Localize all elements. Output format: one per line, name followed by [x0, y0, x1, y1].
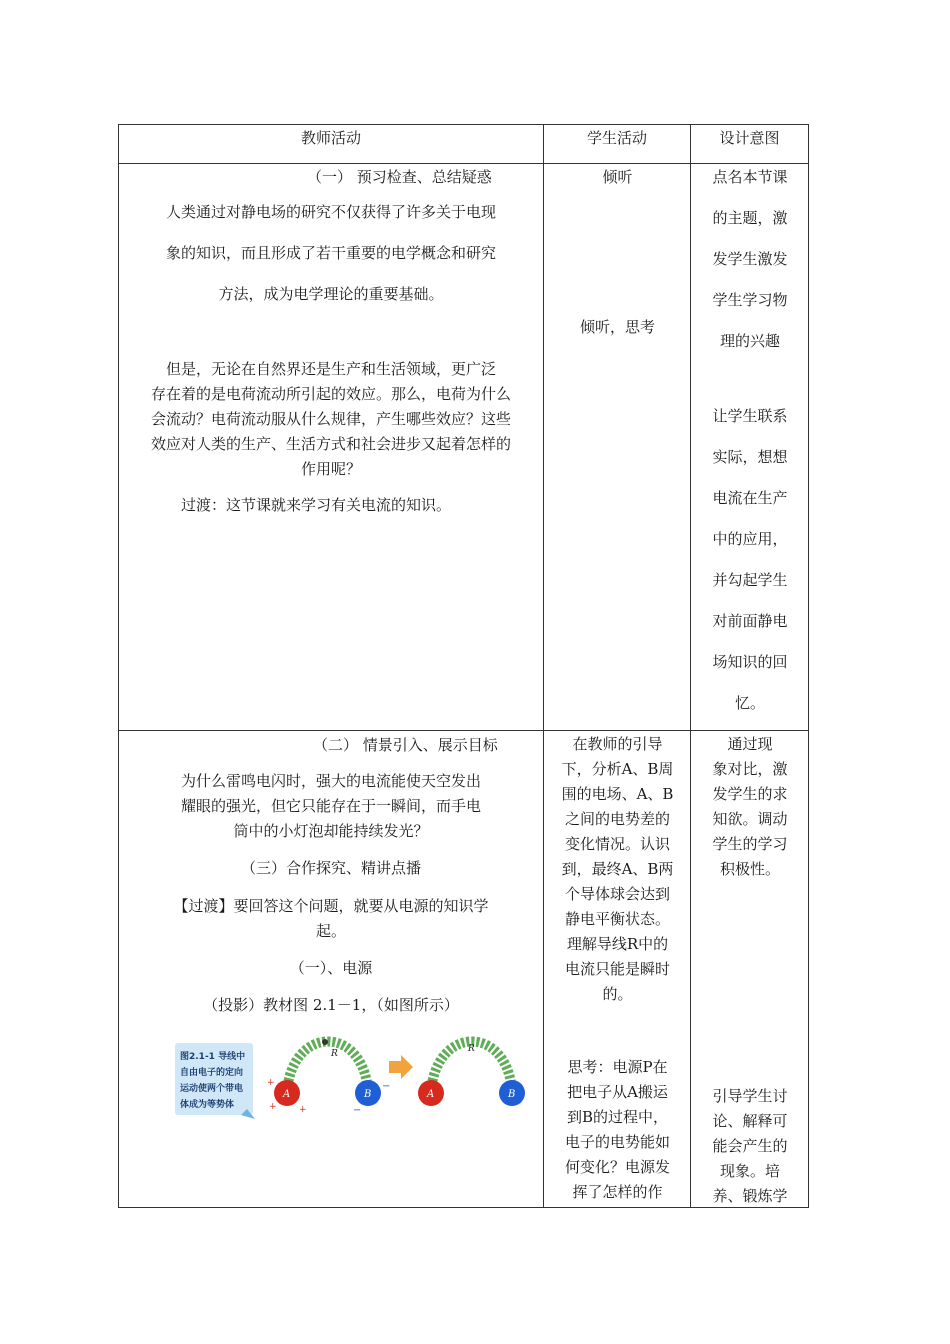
question-line: 但是，无论在自然界还是生产和生活领域，更广泛 — [165, 360, 496, 378]
student-line: 个导体球会达到 — [564, 885, 670, 903]
student-listen: 倾听 — [602, 168, 633, 186]
design-line: 学生的学习 — [712, 835, 788, 853]
wire-arc-before — [287, 1042, 368, 1092]
design-line: 并勾起学生 — [712, 571, 788, 589]
design-intent-c — [691, 732, 809, 882]
student-line: 挥了怎样的作 — [572, 1183, 663, 1201]
minus-charge-icon: − — [353, 1105, 362, 1116]
design-line: 能会产生的 — [712, 1137, 788, 1155]
transition-line: 【过渡】要回答这个问题，就要从电源的知识学 — [173, 897, 489, 915]
wire-label-r: R — [331, 1049, 338, 1059]
row1-teacher-cell — [119, 164, 544, 731]
question-line: 筒中的小灯泡却能持续发光？ — [233, 822, 429, 840]
student-analysis — [544, 732, 691, 1007]
design-line: 养、锻炼学 — [712, 1187, 788, 1205]
design-line: 论、解释可 — [712, 1112, 788, 1130]
plus-charge-icon: + — [269, 1102, 277, 1112]
intro-paragraph — [124, 192, 538, 315]
design-line: 点名本节课 — [712, 168, 788, 186]
design-line: 电流在生产 — [712, 489, 788, 507]
question-line: 为什么雷鸣电闪时，强大的电流能使天空发出 — [180, 772, 481, 790]
sphere-b-label: B — [508, 1089, 516, 1100]
student-line: 下，分析A、B周 — [561, 760, 674, 778]
transition-line: 起。 — [315, 922, 346, 940]
design-intent-a — [691, 157, 809, 362]
caption-line: 运动使两个带电 — [180, 1084, 244, 1094]
question-line: 效应对人类的生产、生活方式和社会进步又起着怎样的 — [150, 435, 511, 453]
design-line: 对前面静电 — [712, 612, 788, 630]
plus-charge-icon: + — [299, 1105, 307, 1115]
sphere-a-label: A — [427, 1089, 435, 1100]
section-title-1: （一） 预习检查、总结疑惑 — [307, 168, 492, 186]
minus-charge-icon: − — [382, 1081, 391, 1092]
transition-text: 过渡：这节课就来学习有关电流的知识。 — [181, 496, 452, 514]
lesson-plan-table — [118, 124, 809, 1208]
figure-2-1-1 — [175, 1029, 525, 1129]
section-title-3: （三）合作探究、精讲点播 — [240, 859, 421, 877]
design-line: 的主题，激 — [712, 209, 788, 227]
row2-teacher-cell — [119, 731, 544, 1208]
caption-line: 图2.1-1 导线中 — [180, 1052, 246, 1062]
design-line: 发学生的求 — [712, 785, 788, 803]
design-line: 让学生联系 — [712, 407, 788, 425]
intro-line: 方法，成为电学理论的重要基础。 — [218, 285, 444, 303]
design-line: 发学生激发 — [712, 250, 788, 268]
caption-line: 体成为等势体 — [180, 1100, 235, 1110]
sphere-a-label: A — [283, 1089, 291, 1100]
student-line: 电流只能是瞬时 — [564, 960, 670, 978]
intro-line: 象的知识，而且形成了若干重要的电学概念和研究 — [165, 244, 496, 262]
student-line: 静电平衡状态。 — [564, 910, 670, 928]
subsection-power-source: （一）、电源 — [289, 959, 373, 977]
row2-student-cell — [544, 731, 691, 1208]
design-intent-b — [691, 396, 809, 724]
question-line: 耀眼的强光，但它只能存在于一瞬间，而手电 — [180, 797, 481, 815]
design-line: 忆。 — [734, 694, 765, 712]
header-student: 学生活动 — [544, 125, 691, 164]
design-line: 实际，想想 — [712, 448, 788, 466]
question-line: 存在着的是电荷流动所引起的效应。那么，电荷为什么 — [150, 385, 511, 403]
student-line: 围的电场、A、B — [561, 785, 674, 803]
transition-arrow-icon — [389, 1055, 413, 1079]
design-line: 引导学生讨 — [712, 1087, 788, 1105]
student-think — [544, 1055, 691, 1205]
student-line: 在教师的引导 — [572, 735, 663, 753]
design-line: 场知识的回 — [712, 653, 788, 671]
design-line: 现象。培 — [719, 1162, 780, 1180]
design-line: 通过现 — [727, 735, 773, 753]
student-line: 变化情况。认识 — [564, 835, 670, 853]
plus-charge-icon: + — [267, 1078, 275, 1088]
transition-paragraph — [124, 894, 538, 944]
design-line: 积极性。 — [719, 860, 780, 878]
row-1 — [119, 164, 809, 731]
design-intent-d — [691, 1084, 809, 1209]
student-listen-think: 倾听，思考 — [579, 318, 655, 336]
student-line: 理解导线R中的 — [566, 935, 669, 953]
question-paragraph — [124, 357, 538, 482]
electron-icon — [322, 1039, 328, 1045]
header-teacher: 教师活动 — [119, 125, 544, 164]
student-line: 何变化？电源发 — [564, 1158, 670, 1176]
student-line: 之间的电势差的 — [564, 810, 670, 828]
row-2 — [119, 731, 809, 1208]
student-line: 思考：电源P在 — [567, 1058, 668, 1076]
question-line: 作用呢？ — [300, 460, 361, 478]
caption-line: 自由电子的定向 — [180, 1068, 244, 1078]
student-line: 到B的过程中， — [566, 1108, 669, 1126]
design-line: 象对比，激 — [712, 760, 788, 778]
wire-label-r: R — [468, 1044, 475, 1054]
lightning-question — [124, 769, 538, 844]
row1-design-cell — [691, 164, 809, 731]
projection-note: （投影）教材图 2.1－1，（如图所示） — [203, 996, 459, 1014]
design-line: 知欲。调动 — [712, 810, 788, 828]
design-line: 理的兴趣 — [719, 332, 780, 350]
intro-line: 人类通过对静电场的研究不仅获得了许多关于电现 — [165, 203, 496, 221]
row2-design-cell — [691, 731, 809, 1208]
design-line: 学生学习物 — [712, 291, 788, 309]
sphere-b-label: B — [364, 1089, 372, 1100]
design-line: 中的应用， — [712, 530, 788, 548]
row1-student-cell — [544, 164, 691, 731]
section-title-2: （二） 情景引入、展示目标 — [313, 736, 498, 754]
student-line: 把电子从A搬运 — [567, 1083, 668, 1101]
header-design: 设计意图 — [691, 125, 809, 164]
student-line: 的。 — [602, 985, 633, 1003]
student-line: 电子的电势能如 — [564, 1133, 670, 1151]
student-line: 到，最终A、B两 — [561, 860, 674, 878]
question-line: 会流动？电荷流动服从什么规律，产生哪些效应？这些 — [150, 410, 511, 428]
